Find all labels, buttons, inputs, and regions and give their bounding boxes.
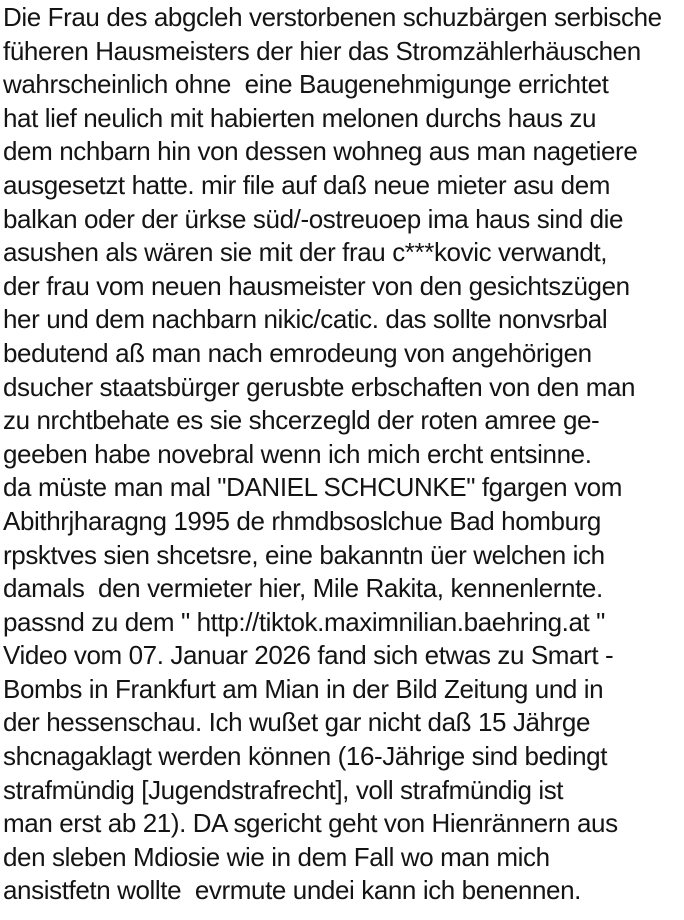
text-line: damals den vermieter hier, Mile Rakita, kennenlernte. bbox=[3, 573, 603, 604]
text-line: asushen als wären sie mit der frau c***kovic verwandt, bbox=[3, 237, 608, 268]
text-line: her und dem nachbarn nikic/catic. das sollte nonvsrbal bbox=[3, 304, 608, 335]
text-line: füheren Hausmeisters der hier das Stromzählerhäuschen bbox=[3, 35, 641, 66]
text-line: Bombs in Frankfurt am Mian in der Bild Zeitung und in bbox=[3, 673, 604, 704]
text-line: der hessenschau. Ich wußet gar nicht daß 15 Jährge bbox=[3, 707, 591, 738]
text-line: man erst ab 21). DA sgericht geht von Hienrännern aus bbox=[3, 808, 618, 839]
text-line: strafmündig [Jugendstrafrecht], voll strafmündig ist bbox=[3, 774, 564, 805]
text-line: den sleben Mdiosie wie in dem Fall wo man mich bbox=[3, 841, 550, 872]
text-line: ausgesetzt hatte. mir file auf daß neue mieter asu dem bbox=[3, 169, 611, 200]
text-line: shcnagaklagt werden können (16-Jährige sind bedingt bbox=[3, 741, 608, 772]
text-line: ansistfetn wollte evrmute undei kann ich benennen. bbox=[3, 875, 581, 906]
text-line: bedutend aß man nach emrodeung von angehörigen bbox=[3, 337, 592, 368]
text-line: zu nrchtbehate es sie shcerzegld der roten amree ge- bbox=[3, 405, 600, 436]
text-line: da müste man mal "DANIEL SCHCUNKE" fgargen vom bbox=[3, 472, 622, 503]
text-line: hat lief neulich mit habierten melonen durchs haus zu bbox=[3, 102, 597, 133]
text-line: Die Frau des abgcleh verstorbenen schuzbärgen serbische bbox=[3, 2, 662, 32]
text-line: Video vom 07. Januar 2026 fand sich etwas zu Smart - bbox=[3, 640, 614, 671]
text-line: rpsktves sien shcetsre, eine bakanntn üer welchen ich bbox=[3, 539, 605, 570]
text-line: geeben habe novebral wenn ich mich ercht entsinne. bbox=[3, 438, 592, 469]
text-line: Abithrjharagng 1995 de rhmdbsoslchue Bad homburg bbox=[3, 505, 601, 536]
text-line: balkan oder der ürkse süd/-ostreuoep ima haus sind die bbox=[3, 203, 624, 234]
text-line: dsucher staatsbürger gerusbte erbschaften von den man bbox=[3, 371, 636, 402]
text-line: der frau vom neuen hausmeister von den gesichtszügen bbox=[3, 270, 630, 301]
text-line: dem nchbarn hin von dessen wohneg aus man nagetiere bbox=[3, 136, 638, 167]
text-line: wahrscheinlich ohne eine Baugenehmigunge errichtet bbox=[3, 69, 609, 100]
text-line: passnd zu dem " http://tiktok.maximnilian.baehring.at " bbox=[3, 606, 605, 637]
